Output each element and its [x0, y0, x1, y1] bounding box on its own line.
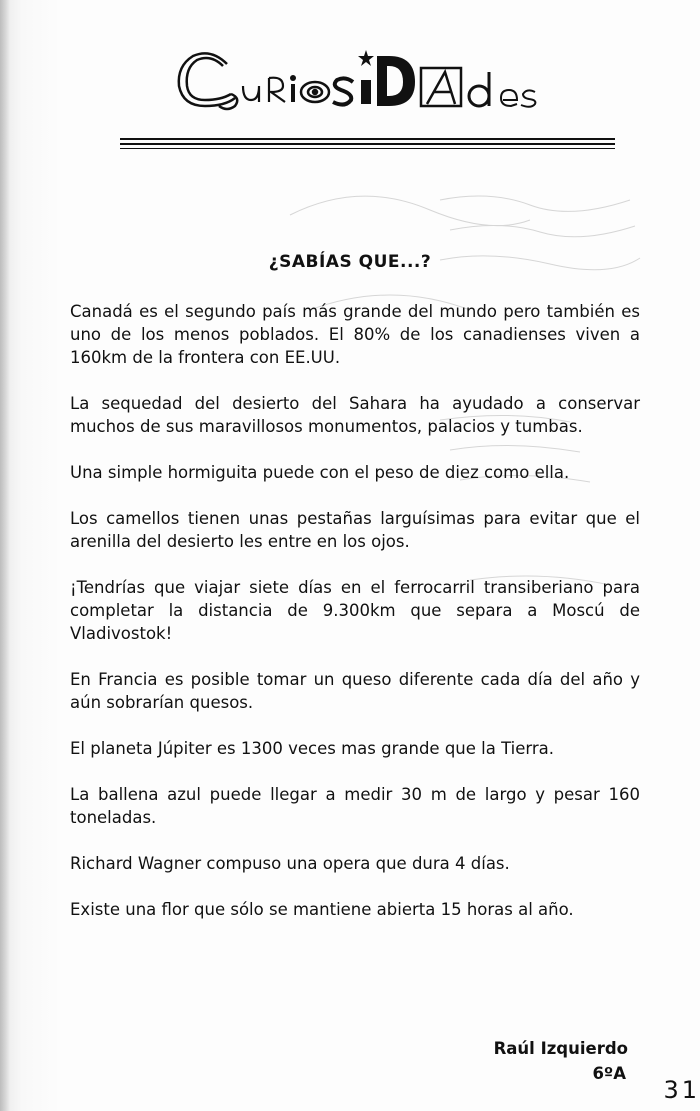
fact-item: La ballena azul puede llegar a medir 30 m de largo y pesar 160 toneladas.: [70, 785, 640, 827]
fact-item: Los camellos tienen unas pestañas larguísimas para evitar que el arenilla del desierto les entre en los ojos.: [70, 509, 640, 551]
title-double-rule: [120, 138, 615, 150]
curiosidades-logo-art: [175, 42, 575, 122]
fact-item: Existe una flor que sólo se mantiene abierta 15 horas al año.: [70, 900, 574, 919]
fact-item: La sequedad del desierto del Sahara ha ayudado a conservar muchos de sus maravillosos monumentos, palacios y tumbas.: [70, 394, 640, 436]
fact-item: ¡Tendrías que viajar siete días en el ferrocarril transiberiano para completar la distancia de 9.300km que separa a Moscú de Vladivostok!: [70, 578, 640, 643]
page-number: 31: [663, 1076, 700, 1104]
fact-item: El planeta Júpiter es 1300 veces mas grande que la Tierra.: [70, 739, 555, 758]
title-logo: [175, 42, 575, 122]
page-spine-shadow: [0, 0, 10, 1111]
section-heading: ¿SABÍAS QUE...?: [268, 252, 432, 272]
fact-item: Canadá es el segundo país más grande del mundo pero también es uno de los menos poblados. El 80% de los canadienses viven a 160km de la frontera con EE.UU.: [70, 302, 640, 367]
author-name: Raúl Izquierdo: [493, 1039, 628, 1058]
fact-item: Richard Wagner compuso una opera que dura 4 días.: [70, 854, 510, 873]
facts-list: [70, 300, 640, 944]
fact-item: En Francia es posible tomar un queso diferente cada día del año y aún sobrarían quesos.: [70, 670, 640, 712]
author-grade: 6ºA: [592, 1064, 626, 1083]
fact-item: Una simple hormiguita puede con el peso de diez como ella.: [70, 463, 570, 482]
